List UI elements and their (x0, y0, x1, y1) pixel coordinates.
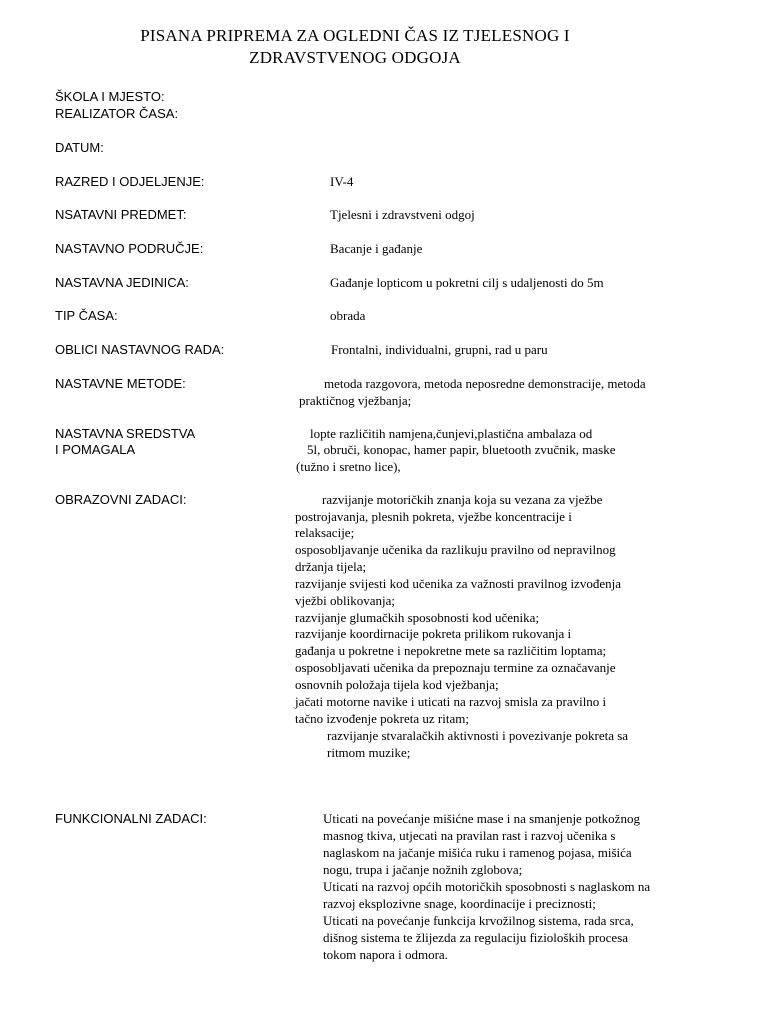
metode-line-1: metoda razgovora, metoda neposredne demonstracije, metoda (324, 376, 646, 391)
jedinica-value: Gađanje lopticom u pokretni cilj s udaljenosti do 5m (330, 275, 604, 290)
datum-label: DATUM: (55, 140, 104, 155)
funkcionalni-line: nogu, trupa i jačanje nožnih zglobova; (323, 862, 523, 877)
podrucje-label: NASTAVNO PODRUČJE: (55, 241, 204, 256)
tip-label: TIP ČASA: (55, 308, 118, 323)
obrazovni-line: ritmom muzike; (327, 745, 411, 760)
oblici-value: Frontalni, individualni, grupni, rad u paru (331, 342, 548, 357)
metode-label: NASTAVNE METODE: (55, 376, 186, 391)
sredstva-line-2: 5l, obruči, konopac, hamer papir, bluetooth zvučnik, maske (307, 442, 616, 457)
funkcionalni-line: razvoj eksplozivne snage, koordinacije i preciznosti; (323, 896, 596, 911)
jedinica-label: NASTAVNA JEDINICA: (55, 275, 189, 290)
obrazovni-line: razvijanje svijesti kod učenika za važnosti pravilnog izvođenja (295, 576, 621, 591)
funkcionalni-line: Uticati na povećanje mišićne mase i na smanjenje potkožnog (323, 811, 640, 826)
obrazovni-line: osposobljavati učenika da prepoznaju termine za označavanje (295, 660, 616, 675)
obrazovni-line: razvijanje koordirnacije pokreta prilikom rukovanja i (295, 626, 572, 641)
obrazovni-line: osnovnih položaja tijela kod vježbanja; (295, 677, 499, 692)
funkcionalni-line: Uticati na povećanje funkcija krvožilnog sistema, rada srca, (323, 913, 634, 928)
skola-label: ŠKOLA I MJESTO: (55, 89, 165, 104)
podrucje-value: Bacanje i gađanje (330, 241, 423, 256)
oblici-label: OBLICI NASTAVNOG RADA: (55, 342, 225, 357)
realizator-label: REALIZATOR ČASA: (55, 106, 179, 121)
funkcionalni-line: masnog tkiva, utjecati na pravilan rast i razvoj učenika s (323, 828, 616, 843)
tip-value: obrada (330, 308, 366, 323)
funkcionalni-line: Uticati na razvoj općih motoričkih sposobnosti s naglaskom na (323, 879, 651, 894)
obrazovni-line: razvijanje stvaralačkih aktivnosti i povezivanje pokreta sa (327, 728, 629, 743)
obrazovni-line: vježbi oblikovanja; (295, 593, 396, 608)
sredstva-line-1: lopte različitih namjena,čunjevi,plastična ambalaza od (310, 426, 593, 441)
predmet-value: Tjelesni i zdravstveni odgoj (330, 207, 475, 222)
razred-label: RAZRED I ODJELJENJE: (55, 174, 205, 189)
funkcionalni-line: tokom napora i odmora. (323, 947, 448, 962)
obrazovni-line: gađanja u pokretne i nepokretne mete sa različitim loptama; (295, 643, 607, 658)
obrazovni-line: razvijanje glumačkih sposobnosti kod učenika; (295, 610, 540, 625)
document-title (40, 25, 670, 69)
obrazovni-line: tačno izvođenje pokreta uz ritam; (295, 711, 469, 726)
obrazovni-line: jačati motorne navike i uticati na razvoj smisla za pravilno i (295, 694, 607, 709)
obrazovni-line: razvijanje motoričkih znanja koja su vezana za vježbe (322, 492, 603, 507)
obrazovni-line: držanja tijela; (295, 559, 367, 574)
obrazovni-label: OBRAZOVNI ZADACI: (55, 492, 187, 507)
funkcionalni-label: FUNKCIONALNI ZADACI: (55, 811, 207, 826)
sredstva-label-2: I POMAGALA (55, 442, 136, 457)
predmet-label: NSATAVNI PREDMET: (55, 207, 187, 222)
title-line-2: ZDRAVSTVENOG ODGOJA (249, 48, 461, 67)
sredstva-label-1: NASTAVNA SREDSTVA (55, 426, 196, 441)
title-line-1: PISANA PRIPREMA ZA OGLEDNI ČAS IZ TJELESNOG I (140, 26, 570, 45)
obrazovni-line: relaksacije; (295, 525, 355, 540)
funkcionalni-line: dišnog sistema te žlijezda za regulaciju fizioloških procesa (323, 930, 629, 945)
obrazovni-line: postrojavanja, plesnih pokreta, vježbe koncentracije i (295, 509, 572, 524)
obrazovni-line: osposobljavanje učenika da razlikuju pravilno od nepravilnog (295, 542, 616, 557)
funkcionalni-line: naglaskom na jačanje mišića ruku i ramenog pojasa, mišića (323, 845, 632, 860)
metode-line-2: praktičnog vježbanja; (299, 393, 412, 408)
sredstva-line-3: (tužno i sretno lice), (296, 459, 401, 474)
razred-value: IV-4 (330, 174, 354, 189)
